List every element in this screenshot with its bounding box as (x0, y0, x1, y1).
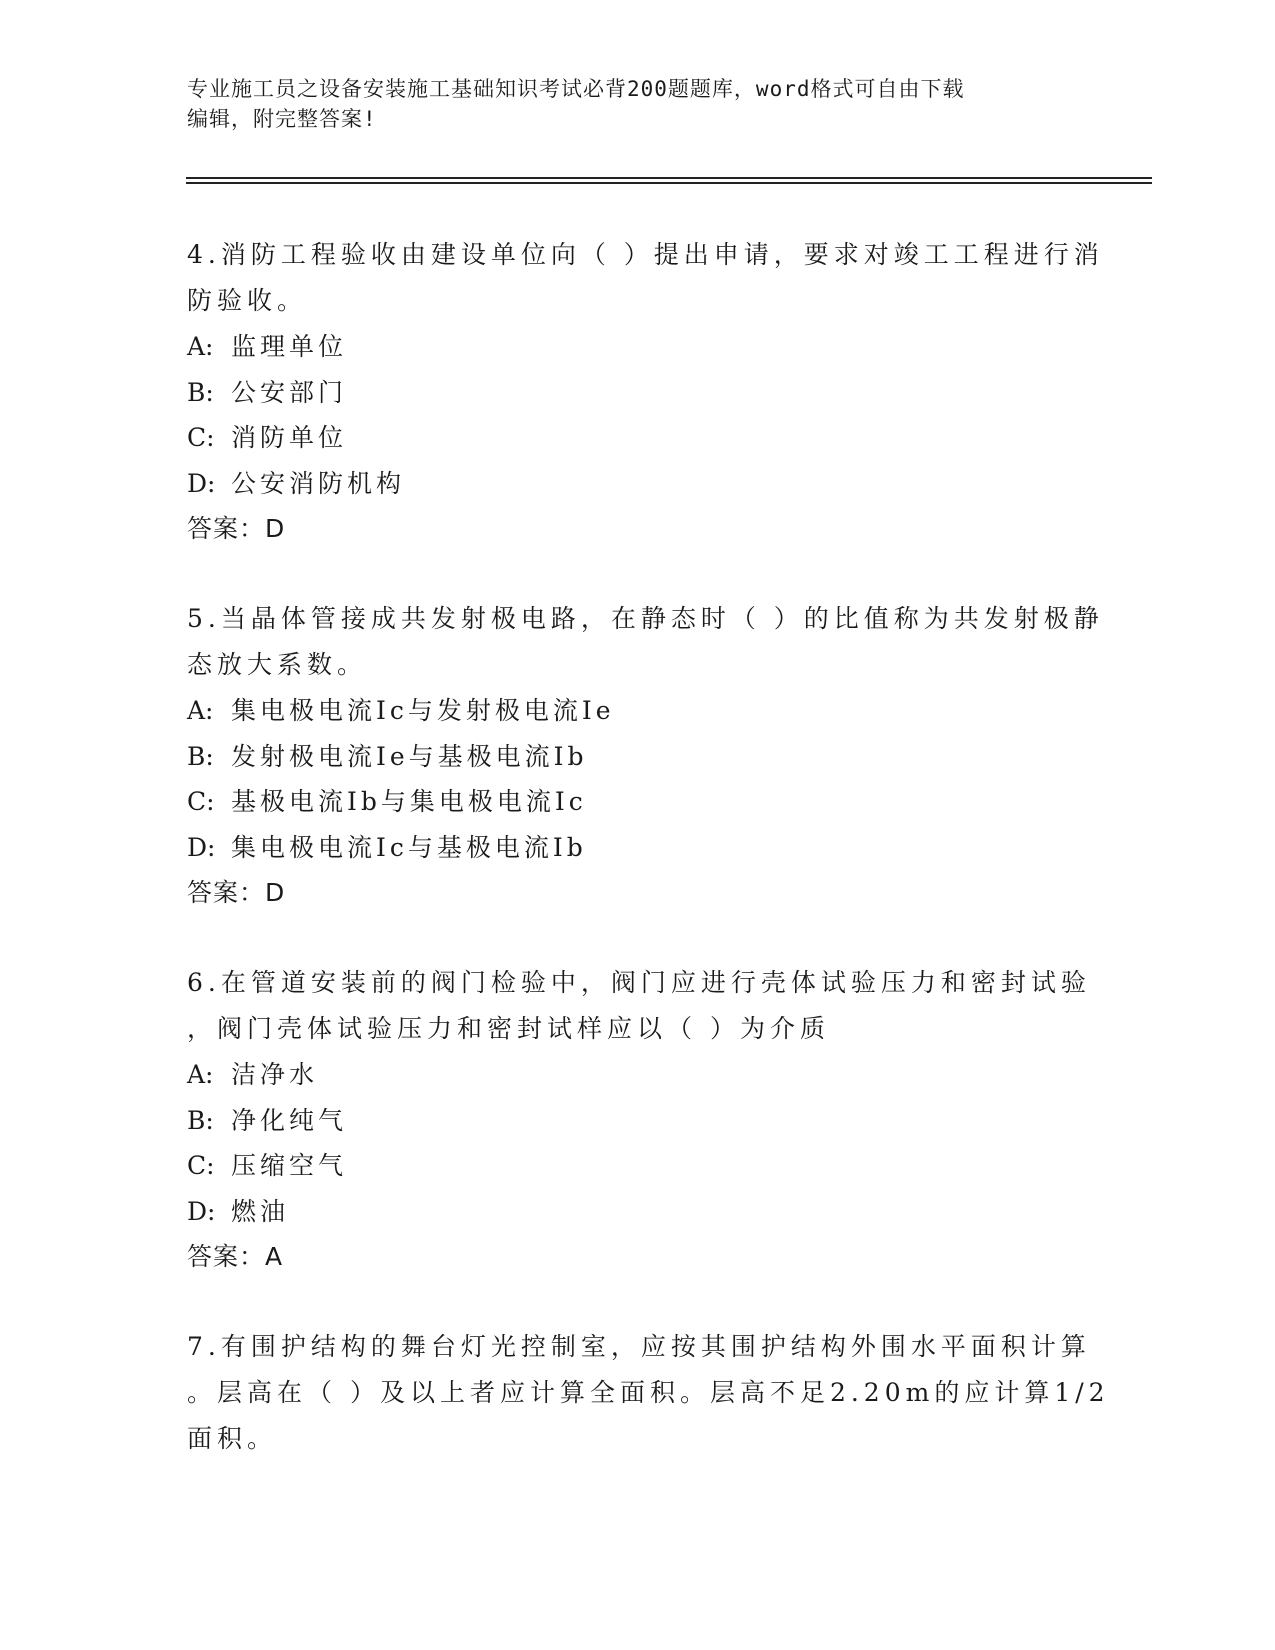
option-key: D: (187, 1196, 216, 1226)
option-d (187, 825, 1087, 871)
option-key: B: (187, 377, 214, 407)
option-text: 公安部门 (231, 377, 348, 407)
option-key: D: (187, 468, 216, 498)
option-text: 洁净水 (231, 1060, 319, 1089)
question-stem-line: 态放大系数。 (187, 650, 368, 679)
question-stem-line: 4.消防工程验收由建设单位向（ ）提出申请，要求对竣工工程进行消 (187, 240, 1104, 269)
option-text: 基极电流Ib与集电极电流Ic (231, 787, 587, 816)
question-stem-line: 6.在管道安装前的阀门检验中，阀门应进行壳体试验压力和密封试验 (187, 968, 1091, 997)
option-c (187, 1143, 1087, 1189)
option-key: A: (187, 696, 214, 725)
option-a (187, 1052, 1087, 1098)
option-text: 消防单位 (231, 423, 348, 452)
header-title-line-2: 编辑，附完整答案! (187, 107, 377, 131)
question-7 (187, 1324, 1110, 1462)
question-stem-line: 7.有围护结构的舞台灯光控制室，应按其围护结构外围水平面积计算 (187, 1332, 1091, 1361)
question-6 (187, 960, 1091, 1280)
answer-line: 答案：D (187, 878, 286, 907)
answer-line: 答案：D (187, 514, 286, 543)
option-key: C: (187, 1151, 215, 1180)
question-4 (187, 232, 1104, 552)
question-stem (187, 596, 1104, 688)
option-key: B: (187, 741, 214, 771)
option-text: 发射极电流Ie与基极电流Ib (231, 741, 588, 771)
question-stem (187, 232, 1104, 324)
option-key: B: (187, 1105, 214, 1135)
option-text: 净化纯气 (231, 1105, 348, 1135)
option-key: D: (187, 832, 216, 862)
option-text: 集电极电流Ic与发射极电流Ie (231, 696, 615, 725)
answer-line: 答案：A (187, 1242, 284, 1271)
question-stem-line: 5.当晶体管接成共发射极电路，在静态时（ ）的比值称为共发射极静 (187, 604, 1104, 633)
option-c (187, 415, 1087, 461)
question-5 (187, 596, 1104, 916)
option-text: 燃油 (231, 1196, 290, 1226)
option-text: 公安消防机构 (231, 468, 406, 498)
option-text: 监理单位 (231, 332, 348, 361)
option-key: A: (187, 1060, 214, 1089)
option-a (187, 688, 1087, 734)
option-b (187, 1098, 1087, 1144)
document-header (187, 74, 1087, 134)
option-c (187, 779, 1087, 825)
option-key: C: (187, 787, 215, 816)
question-stem (187, 1324, 1110, 1462)
option-d (187, 461, 1087, 507)
question-stem-line: 。层高在（ ）及以上者应计算全面积。层高不足2.20m的应计算1/2 (187, 1378, 1110, 1407)
header-title-line-1: 专业施工员之设备安装施工基础知识考试必背200题题库，word格式可自由下载 (187, 77, 965, 101)
option-a (187, 324, 1087, 370)
option-text: 压缩空气 (231, 1151, 348, 1180)
option-d (187, 1189, 1087, 1235)
header-divider-top (186, 177, 1152, 179)
option-b (187, 370, 1087, 416)
option-b (187, 734, 1087, 780)
option-text: 集电极电流Ic与基极电流Ib (231, 832, 587, 862)
option-key: A: (187, 332, 214, 361)
option-key: C: (187, 423, 215, 452)
question-stem-line: 面积。 (187, 1424, 278, 1453)
question-stem (187, 960, 1091, 1052)
question-stem-line: 防验收。 (187, 286, 308, 315)
header-divider-bottom (186, 182, 1152, 184)
question-stem-line: ，阀门壳体试验压力和密封试样应以（ ）为介质 (187, 1014, 830, 1043)
